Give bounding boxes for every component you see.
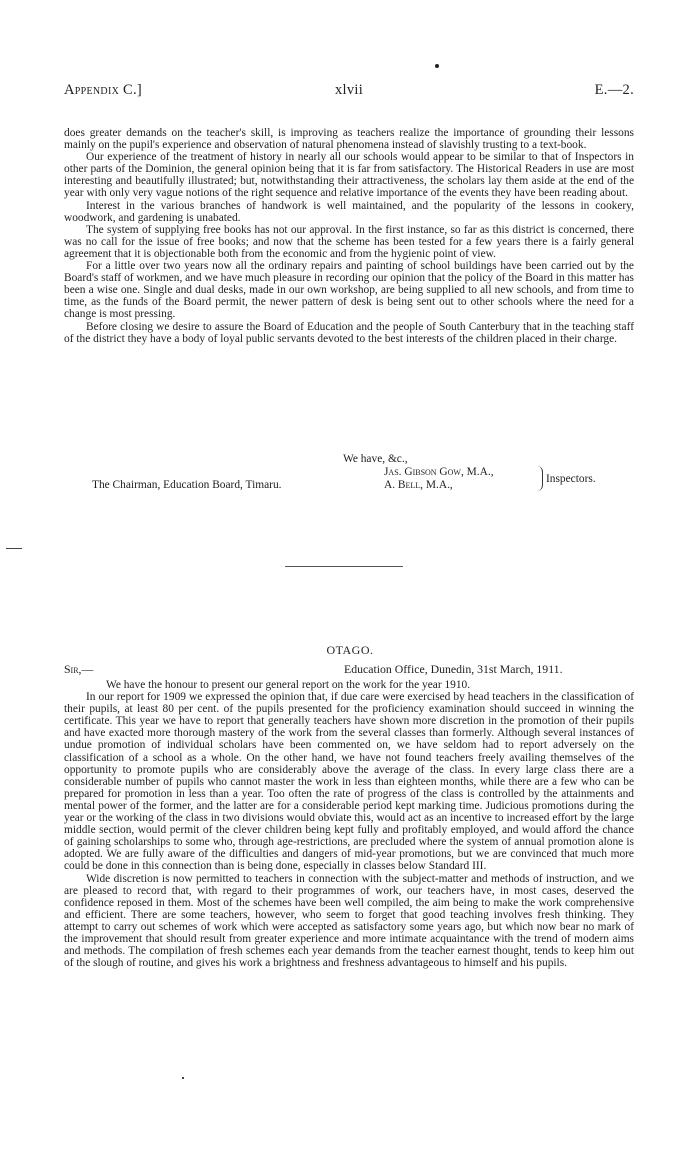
page-header	[64, 82, 634, 102]
print-speck	[182, 1077, 184, 1079]
paragraph: In our report for 1909 we expressed the opinion that, if due care were exercised by head teachers in the classification of their pupils, at least 80 per cent. of the pupils presented for the proficiency examination should succeed in winning the certificate. This year we have to report that generally teachers have shown more discretion in the promotion of their pupils and have exacted more thorough mastery of the work from the several classes than formerly. Although several instances of undue promotion of individual scholars have been commented on, we have seldom had to report adversely on the classification of a school as a whole. On the other hand, we have not found teachers freely availing themselves of the opportunity to promote pupils who are considerably above the average of the class. In every large class there are a considerable number of pupils who cannot master the work in less than eighteen months, while there are a few who can be prepared for promotion in less than a year. Too often the rate of progress of the class is controlled by the attainments and mental power of the former, and the latter are for a considerable period kept marking time. Judicious promotions during the year or the working of the class in two divisions would obviate this, would act as an incentive to increased effort by the large middle section, would permit of the clever children being kept fully and profitably employed, and would afford the chance of gaining scholarships to some who, through age-restrictions, are precluded where the system of annual promotion alone is adopted. We are fully aware of the difficulties and dangers of mid-year promotions, but we are convinced that much more could be done in this connection than is being done, especially in classes below Standard III.	[64, 691, 634, 873]
south-canterbury-report	[64, 127, 634, 345]
paragraph: We have the honour to present our general report on the work for the year 1910.	[106, 679, 471, 691]
salutation: Sir,—	[64, 662, 94, 676]
brace	[536, 466, 543, 491]
signature-block	[64, 466, 634, 494]
paragraph: Wide discretion is now permitted to teachers in connection with the subject-matter and methods of instruction, and we are pleased to record that, with regard to their programmes of work, our teachers have, in most cases, deserved the confidence reposed in them. Most of the schemes have been well compiled, the aim being to make the work comprehensive and efficient. There are some teachers, however, who seem to forget that good teaching involves fresh thinking. They attempt to carry out schemes of work which were accepted as satisfactory some years ago, but which now bear no mark of the improvement that should result from greater experience and more intimate acquaintance with the trend of modern aims and methods. The compilation of fresh schemes each year demands from the teacher earnest thought, tends to keep him out of the slough of routine, and gives his work a brightness and freshness advantageous to himself and his pupils.	[64, 872, 634, 970]
otago-report	[64, 679, 634, 969]
letter-opening	[64, 662, 634, 676]
signatory-1: Jas. Gibson Gow, M.A.,	[384, 466, 494, 478]
paragraph: does greater demands on the teacher's skill, is improving as teachers realize the importance of grounding their lessons mainly on the pupil's experience and observation of natural phenomena instead of slavishly trusting to a text-book.	[64, 127, 634, 152]
paragraph: The system of supplying free books has not our approval. In the first instance, so far as this district is concerned, there was no call for the issue of free books; and now that the scheme has been tested for a few years there is a fairly general agreement that it is objectionable both from the economic and from the hygienic point of view.	[64, 223, 634, 260]
signoff: We have, &c.,	[343, 453, 408, 465]
paragraph: Before closing we desire to assure the Board of Education and the people of South Canterbury that in the teaching staff of the district they have a body of loyal public servants devoted to the best interests of the children placed in their charge.	[64, 320, 634, 345]
header-appendix: Appendix C.]	[64, 82, 143, 98]
signatory-names	[384, 466, 494, 491]
print-dot	[435, 64, 439, 68]
paragraph: Interest in the various branches of handwork is well maintained, and the popularity of the lessons in cookery, woodwork, and gardening is unabated.	[64, 199, 634, 224]
paragraph: For a little over two years now all the ordinary repairs and painting of school buildings have been carried out by the Board's staff of workmen, and we have much pleasure in recording our opinion that the policy of the Board in this matter has been a wise one. Single and dual desks, made in our own workshop, are being supplied to all new schools, and from time to time, as the funds of the Board permit, the newer pattern of desk is being sent out to other schools where the need for a change is most pressing.	[64, 260, 634, 321]
signatory-2: A. Bell, M.A.,	[384, 478, 453, 491]
header-paper-code: E.—2.	[594, 82, 634, 98]
section-divider	[285, 566, 403, 567]
signatory-role: Inspectors.	[546, 473, 596, 485]
section-heading: OTAGO.	[326, 643, 374, 657]
office-date: Education Office, Dunedin, 31st March, 1911.	[344, 662, 563, 676]
paragraph: Our experience of the treatment of history in nearly all our schools would appear to be similar to that of Inspectors in other parts of the Dominion, the general opinion being that it is far from satisfactory. The Historical Readers in use are most interesting and beautifully illustrated; but, notwithstanding their attractiveness, the scholars lay them aside at the end of the year with only very vague notions of the right sequence and relative importance of the events they have been reading about.	[64, 151, 634, 200]
margin-mark	[6, 548, 22, 549]
header-page-number: xlvii	[334, 82, 364, 98]
addressee: The Chairman, Education Board, Timaru.	[92, 479, 282, 491]
